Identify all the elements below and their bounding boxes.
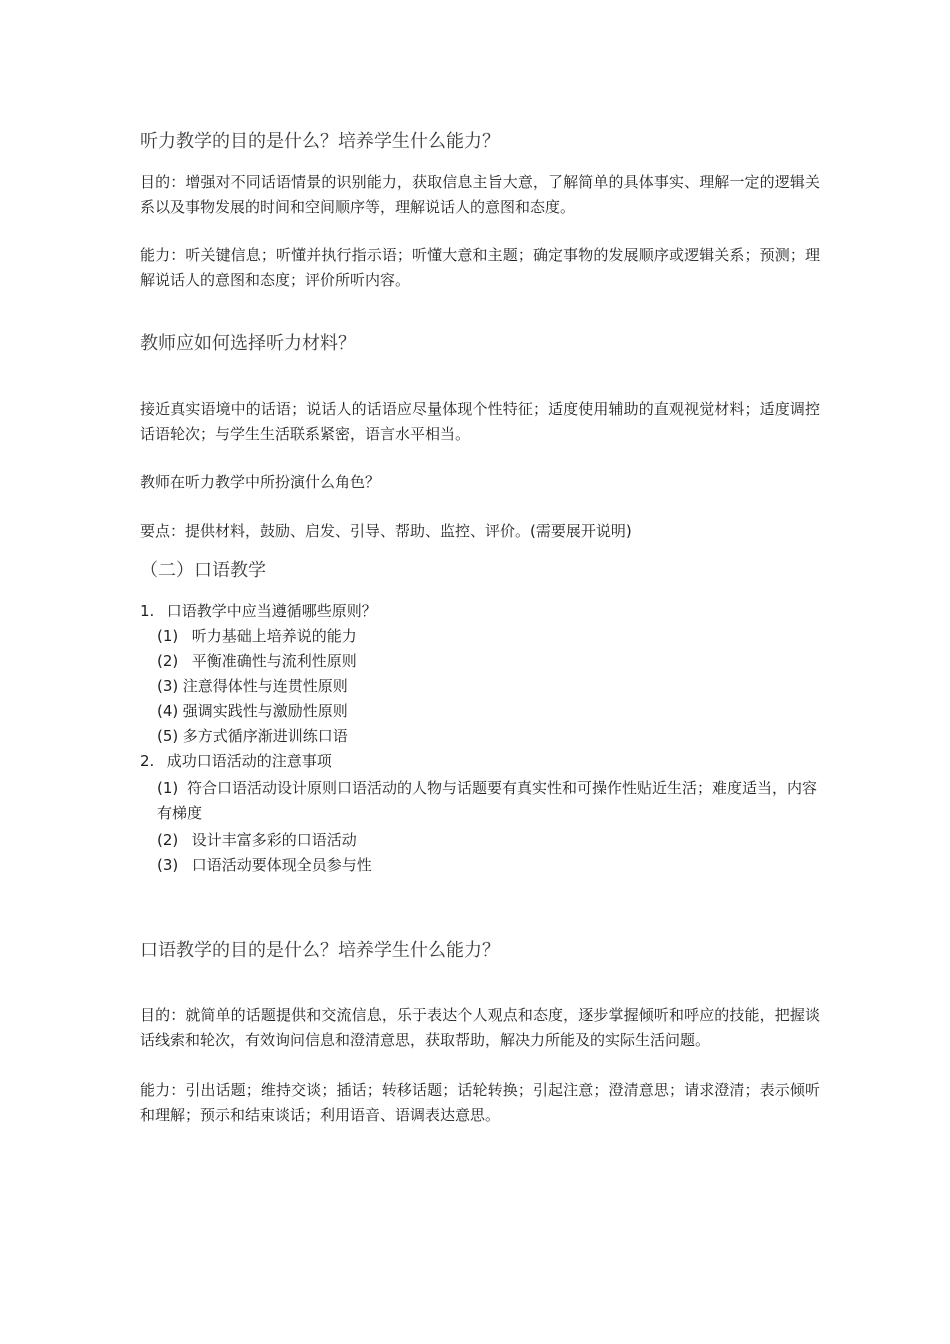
list-number: (3) [157,856,179,874]
list-number: (1) [157,627,179,645]
material-selection-answer: 接近真实语境中的话语；说话人的话语应尽量体现个性特征；适度使用辅助的直观视觉材料；适度调控话语轮次；与学生生活联系紧密，语言水平相当。 [140,400,820,443]
list-number: (5) [157,727,179,745]
list-text: 成功口语活动的注意事项 [166,752,332,770]
principle-item-2 [157,649,357,674]
list-number: (2) [157,831,179,849]
list-text: 听力基础上培养说的能力 [191,627,357,645]
oral-section-title: （二）口语教学 [140,560,266,581]
principle-item-5 [157,724,348,749]
list-number: 1. [140,602,155,620]
list-text: 强调实践性与激励性原则 [182,702,348,720]
oral-goal-purpose: 目的：就简单的话题提供和交流信息，乐于表达个人观点和态度，逐步掌握倾听和呼应的技能，把握谈话线索和轮次，有效询问信息和澄清意思，获取帮助，解决力所能及的实际生活问题。 [140,1006,820,1049]
list-text: 口语教学中应当遵循哪些原则？ [166,602,377,620]
material-selection-question: 教师应如何选择听力材料？ [140,333,356,354]
listening-goal-ability: 能力：听关键信息；听懂并执行指示语；听懂大意和主题；确定事物的发展顺序或逻辑关系；预测；理解说话人的意图和态度；评价所听内容。 [140,246,820,289]
list-number: (4) [157,702,179,720]
list-text: 符合口语活动设计原则口语活动的人物与话题要有真实性和可操作性贴近生活；难度适当，内容有梯度 [157,779,818,822]
principle-item-1 [157,624,357,649]
list-text: 多方式循序渐进训练口语 [182,727,348,745]
list-text: 设计丰富多彩的口语活动 [191,831,357,849]
teacher-role-answer: 要点：提供材料，鼓励、启发、引导、帮助、监控、评价。(需要展开说明) [140,522,632,540]
note-item-1 [157,776,817,826]
list-text: 平衡准确性与流利性原则 [191,652,357,670]
oral-question-1 [140,599,377,624]
principle-item-4 [157,699,348,724]
list-number: 2. [140,752,155,770]
note-item-2 [157,828,357,853]
list-number: (3) [157,677,179,695]
oral-question-2 [140,749,332,774]
teacher-role-question: 教师在听力教学中所扮演什么角色？ [140,473,381,491]
note-item-3 [157,853,372,878]
listening-goal-purpose: 目的：增强对不同话语情景的识别能力，获取信息主旨大意，了解简单的具体事实、理解一定的逻辑关系以及事物发展的时间和空间顺序等，理解说话人的意图和态度。 [140,173,820,216]
principle-item-3 [157,674,348,699]
list-text: 口语活动要体现全员参与性 [191,856,372,874]
list-text: 注意得体性与连贯性原则 [182,677,348,695]
oral-goal-question: 口语教学的目的是什么？培养学生什么能力？ [140,940,500,961]
listening-goal-question: 听力教学的目的是什么？培养学生什么能力？ [140,131,500,152]
list-number: (2) [157,652,179,670]
list-number: (1) [157,779,179,797]
oral-goal-ability: 能力：引出话题；维持交谈；插话；转移话题；话轮转换；引起注意；澄清意思；请求澄清；表示倾听和理解；预示和结束谈话；利用语音、语调表达意思。 [140,1081,820,1124]
